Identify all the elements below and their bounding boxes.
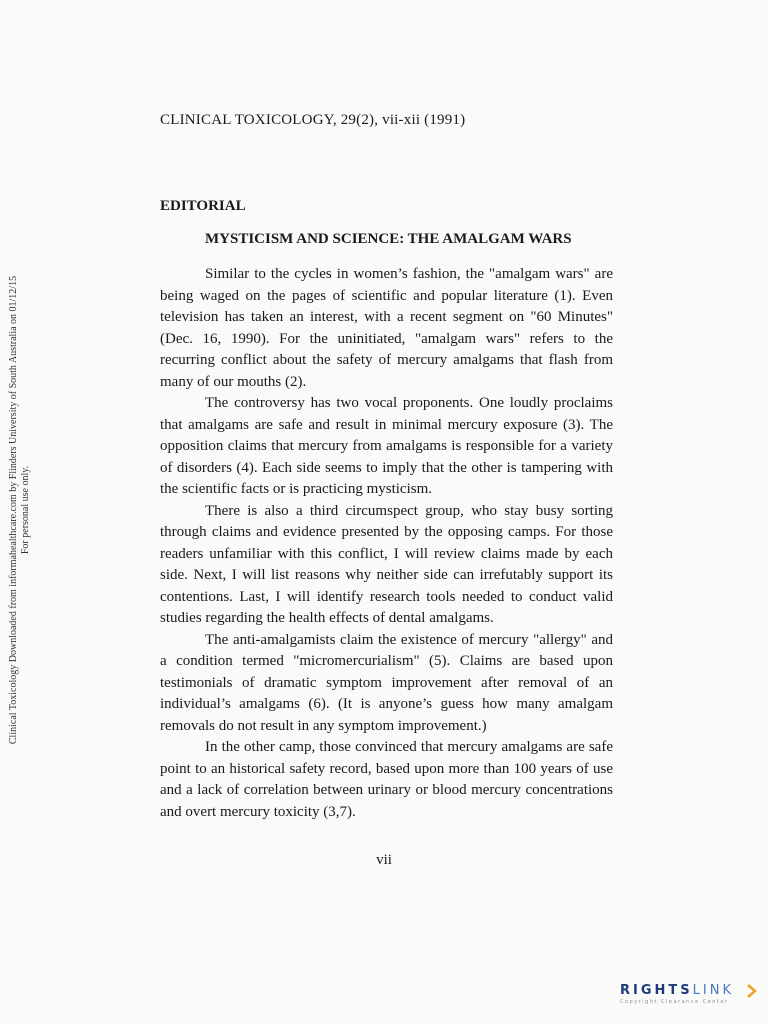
article-title: MYSTICISM AND SCIENCE: THE AMALGAM WARS <box>205 231 572 247</box>
journal-citation: CLINICAL TOXICOLOGY, 29(2), vii-xii (1991) <box>160 112 466 128</box>
paragraph: The anti-amalgamists claim the existence of mercury "allergy" and a condition termed "micromercurialism" (5). Claims are based upon testimonials of dramatic symptom improvement after removal of an individual’s amalgams (6). (It is anyone’s guess how many amalgam removals do not result in any symptom improvement.) <box>160 631 613 734</box>
paragraph: Similar to the cycles in women’s fashion, the "amalgam wars" are being waged on the pages of scientific and popular literature (1). Even television has taken an interest, with a recent segment on "60 Minutes" (Dec. 16, 1990). For the uninitiated, "amalgam wars" refers to the recurring conflict about the safety of mercury amalgams that flash from many of our mouths (2). <box>160 266 613 390</box>
paragraph: In the other camp, those convinced that mercury amalgams are safe point to an historical safety record, based upon more than 100 years of use and a lack of correlation between urinary or blood mercury concentrations and overt mercury toxicity (3,7). <box>160 739 613 820</box>
section-label: EDITORIAL <box>160 198 246 214</box>
chevron-right-icon <box>746 984 758 998</box>
article-body <box>160 264 613 823</box>
paragraph: There is also a third circumspect group, who stay busy sorting through claims and evidence presented by the opposing camps. For those readers unfamiliar with this conflict, I will review claims made by each side. Next, I will list reasons why neither side can irrefutably support its contentions. Last, I will identify research tools needed to conduct valid studies regarding the health effects of dental amalgams. <box>160 502 613 626</box>
rightslink-tagline: Copyright Clearance Center <box>620 999 729 1005</box>
rightslink-word-rights: RIGHTS <box>620 983 693 998</box>
paragraph: The controversy has two vocal proponents. One loudly proclaims that amalgams are safe and result in minimal mercury exposure (3). The opposition claims that mercury from amalgams is responsible for a variety of disorders (4). Each side seems to imply that the other is tampering with the scientific facts or is practicing mysticism. <box>160 395 613 497</box>
download-watermark-line-2: For personal use only. <box>20 465 31 555</box>
rightslink-word-link: LINK <box>692 983 734 998</box>
download-watermark-line-1: Clinical Toxicology Downloaded from informahealthcare.com by Flinders University of South Australia on 01/12/15 <box>8 275 19 745</box>
page-number: vii <box>376 852 392 868</box>
rightslink-wordmark <box>620 983 760 998</box>
rightslink-logo[interactable] <box>620 983 760 1007</box>
download-watermark <box>8 130 32 890</box>
